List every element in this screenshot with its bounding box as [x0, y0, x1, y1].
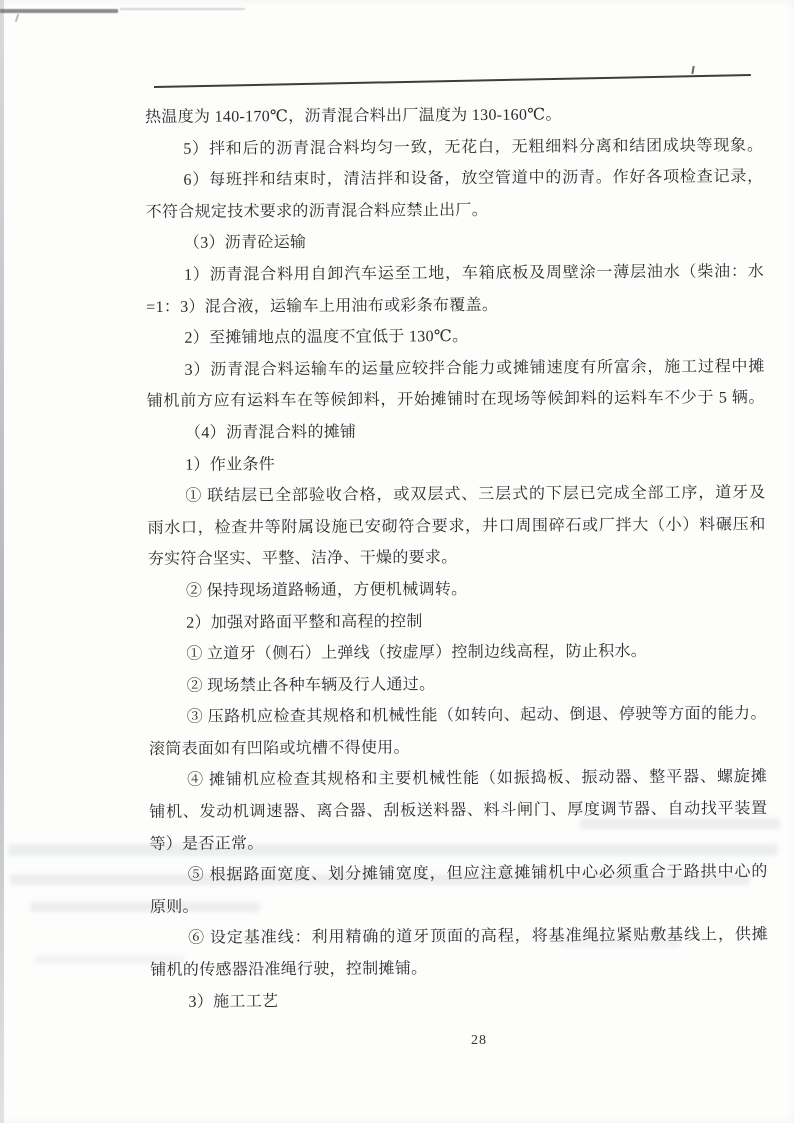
- text-line: ⑥ 设定基准线：利用精确的道牙顶面的高程，将基准绳拉紧贴敷基线上，供摊: [188, 926, 769, 948]
- text-line: 不符合规定技术要求的沥青混合料应禁止出厂。: [145, 201, 489, 221]
- scan-smudge: [0, 9, 118, 13]
- text-line: 铺机的传感器沿准绳行驶，控制摊铺。: [150, 960, 428, 980]
- text-line: =1：3）混合液，运输车上用油布或彩条布覆盖。: [146, 296, 499, 316]
- header-rule: [154, 74, 751, 88]
- scan-edge-artifact: [0, 0, 4, 1123]
- text-line: ③ 压路机应检查其规格和机械性能（如转向、起动、倒退、停驶等方面的能力。: [186, 705, 767, 727]
- text-line: 2）至摊铺地点的温度不宜低于 130℃。: [184, 328, 469, 347]
- text-line: ② 现场禁止各种车辆及行人通过。: [186, 675, 436, 695]
- document-body: [145, 98, 769, 1018]
- text-line: 原则。: [149, 898, 199, 916]
- text-line: ① 联结层已全部验收合格，或双层式、三层式的下层已完成全部工序，道牙及: [185, 484, 766, 505]
- text-line: 热温度为 140-170℃，沥青混合料出厂温度为 130-160℃。: [145, 106, 562, 126]
- text-line: 1）作业条件: [185, 455, 276, 474]
- text-line: ⑤ 根据路面宽度、划分摊铺宽度，但应注意摊铺机中心必须重合于路拱中心的: [187, 863, 768, 885]
- text-line: ① 立道牙（侧石）上弹线（按虚厚）控制边线高程，防止积水。: [186, 643, 648, 663]
- text-line: 1）沥青混合料用自卸汽车运至工地，车箱底板及周壁涂一薄层油水（柴油：水: [184, 263, 765, 284]
- text-line: 5）拌和后的沥青混合料均匀一致，无花白，无粗细料分离和结团成块等现象。: [183, 136, 764, 158]
- text-line: 雨水口，检查井等附属设施已安砌符合要求，井口周围碎石或厂拌大（小）料碾压和: [147, 515, 766, 537]
- page-number: 28: [471, 1033, 487, 1048]
- text-line: 6）每班拌和结束时，清洁拌和设备，放空管道中的沥青。作好各项检查记录，: [183, 168, 764, 189]
- text-line: ④ 摊铺机应检查其规格和主要机械性能（如振捣板、振动器、整平器、螺旋摊: [187, 768, 768, 790]
- rule-tick-mark: [691, 66, 694, 74]
- text-line: 夯实符合坚实、平整、洁净、干燥的要求。: [147, 549, 458, 569]
- text-line: 铺机、发动机调速器、离合器、刮板送料器、料斗闸门、厚度调节器、自动找平装置: [149, 800, 768, 822]
- text-line: （3）沥青砼运输: [183, 234, 307, 253]
- text-line: （4）沥青混合料的摊铺: [184, 423, 357, 442]
- scan-smudge: [15, 14, 19, 22]
- text-line: 3）施工工艺: [188, 992, 279, 1011]
- text-line: ② 保持现场道路畅通，方便机械调转。: [185, 580, 468, 600]
- text-line: 滚筒表面如有凹陷或坑槽不得使用。: [148, 739, 410, 758]
- text-line: 3）沥青混合料运输车的运量应较拌合能力或摊铺速度有所富余，施工过程中摊: [184, 357, 765, 379]
- text-line: 等）是否正常。: [149, 834, 264, 853]
- text-line: 铺机前方应有运料车在等候卸料，开始摊铺时在现场等候卸料的运料车不少于 5 辆。: [146, 389, 765, 411]
- scan-smudge: [120, 8, 245, 10]
- text-line: 2）加强对路面平整和高程的控制: [186, 612, 423, 632]
